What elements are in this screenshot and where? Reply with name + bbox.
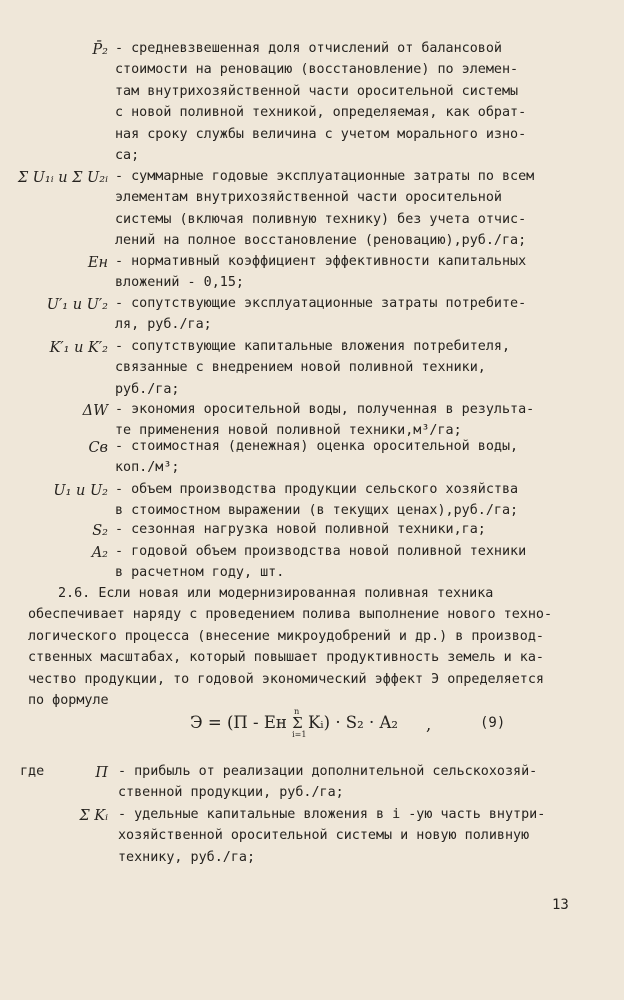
definition-k-prime — [0, 336, 600, 400]
page-number: 13 — [552, 897, 569, 913]
formula-middle: Kᵢ) · S₂ · A₂ — [307, 713, 398, 732]
line: - удельные капитальные вложения в i -ую часть внутри- — [118, 807, 546, 822]
definition-en — [0, 251, 600, 294]
line: логического процесса (внесение микроудобрений и др.) в производ- — [28, 628, 544, 644]
line: в расчетном году, шт. — [115, 565, 285, 581]
line: ная сроку службы величина с учетом морального изно- — [115, 126, 527, 142]
symbol: Σ U₁ᵢ и Σ U₂ᵢ — [17, 170, 108, 186]
sum-upper: n — [294, 707, 300, 716]
symbol: Cв — [88, 440, 108, 456]
line: ственной продукции, руб./га; — [118, 785, 344, 801]
line: связанные с внедрением новой поливной техники, — [115, 360, 486, 376]
line: руб./га; — [115, 381, 180, 397]
definition-p2 — [0, 38, 600, 166]
line: в стоимостном выражении (в текущих ценах),руб./га; — [115, 503, 519, 519]
symbol: Eн — [87, 255, 108, 271]
line: по формуле — [28, 693, 109, 709]
line: с новой поливной техникой, определяемая, как обрат- — [115, 105, 527, 121]
line: - сезонная нагрузка новой поливной техники,га; — [115, 522, 486, 537]
sum-icon: Σ n i=1 — [292, 707, 307, 739]
line: - средневзвешенная доля отчислений от балансовой — [115, 41, 502, 56]
definition-u12 — [0, 479, 600, 522]
line: вложений - 0,15; — [115, 275, 244, 291]
line: - нормативный коэффициент эффективности капитальных — [115, 254, 527, 269]
symbol: S₂ — [92, 523, 108, 539]
definition-cv — [0, 436, 600, 479]
line: ственных масштабах, который повышает продуктивность земель и ка- — [28, 650, 544, 666]
line: лений на полное восстановление (реновацию),руб./га; — [115, 233, 527, 249]
symbol: ΔW — [82, 403, 108, 419]
line: - объем производства продукции сельского хозяйства — [115, 482, 519, 497]
line: там внутрихозяйственной части оросительной системы — [115, 83, 519, 99]
definition-a2 — [0, 541, 600, 584]
line: элементам внутрихозяйственной части оросительной — [115, 190, 502, 206]
paragraph-number: 2.6. — [58, 586, 91, 601]
line: хозяйственной оросительной системы и новую поливную — [118, 828, 530, 844]
symbol: П — [95, 765, 108, 781]
line: системы (включая поливную технику) без учета отчис- — [115, 211, 527, 227]
symbol: Σ Kᵢ — [79, 808, 108, 824]
definition-sum-u — [0, 166, 600, 252]
line: - сопутствующие эксплуатационные затраты потребите- — [115, 296, 527, 311]
line: Если новая или модернизированная поливная техника — [98, 586, 494, 601]
line: - суммарные годовые эксплуатационные затраты по всем — [115, 169, 535, 184]
line: ля, руб./га; — [115, 317, 212, 333]
paragraph-first-line — [28, 583, 576, 604]
equation-number: (9) — [480, 715, 506, 731]
symbol: U′₁ и U′₂ — [46, 297, 108, 313]
definition-profit — [0, 761, 600, 804]
symbol: P̄₂ — [92, 42, 108, 58]
line: - прибыль от реализации дополнительной сельскохозяй- — [118, 764, 538, 779]
definition-sum-k — [0, 804, 600, 868]
line: те применения новой поливной техники,м³/га; — [115, 423, 462, 439]
line: обеспечивает наряду с проведением полива выполнение нового техно- — [28, 607, 553, 623]
line: чество продукции, то годовой экономический эффект Э определяется — [28, 671, 544, 687]
line: - экономия оросительной воды, полученная в результа- — [115, 402, 535, 417]
line: технику, руб./га; — [118, 849, 256, 865]
line: коп./м³; — [115, 460, 180, 476]
formula-9 — [190, 705, 570, 741]
formula-comma: , — [426, 715, 432, 734]
symbol: A₂ — [91, 545, 108, 561]
definition-u-prime — [0, 293, 600, 336]
line: стоимости на реновацию (восстановление) по элемен- — [115, 62, 519, 78]
symbol: U₁ и U₂ — [53, 483, 108, 499]
line: - годовой объем производства новой поливной техники — [115, 544, 527, 559]
line: - сопутствующие капитальные вложения потребителя, — [115, 339, 511, 354]
definition-s2 — [0, 519, 600, 540]
line: са; — [115, 148, 140, 164]
symbol: K′₁ и K′₂ — [49, 340, 108, 356]
where-label: где — [20, 764, 45, 779]
formula-left: Э = (П - Eн — [190, 713, 287, 732]
sum-lower: i=1 — [292, 730, 307, 739]
line: - стоимостная (денежная) оценка оросительной воды, — [115, 439, 519, 454]
paragraph-2-6 — [28, 583, 576, 711]
